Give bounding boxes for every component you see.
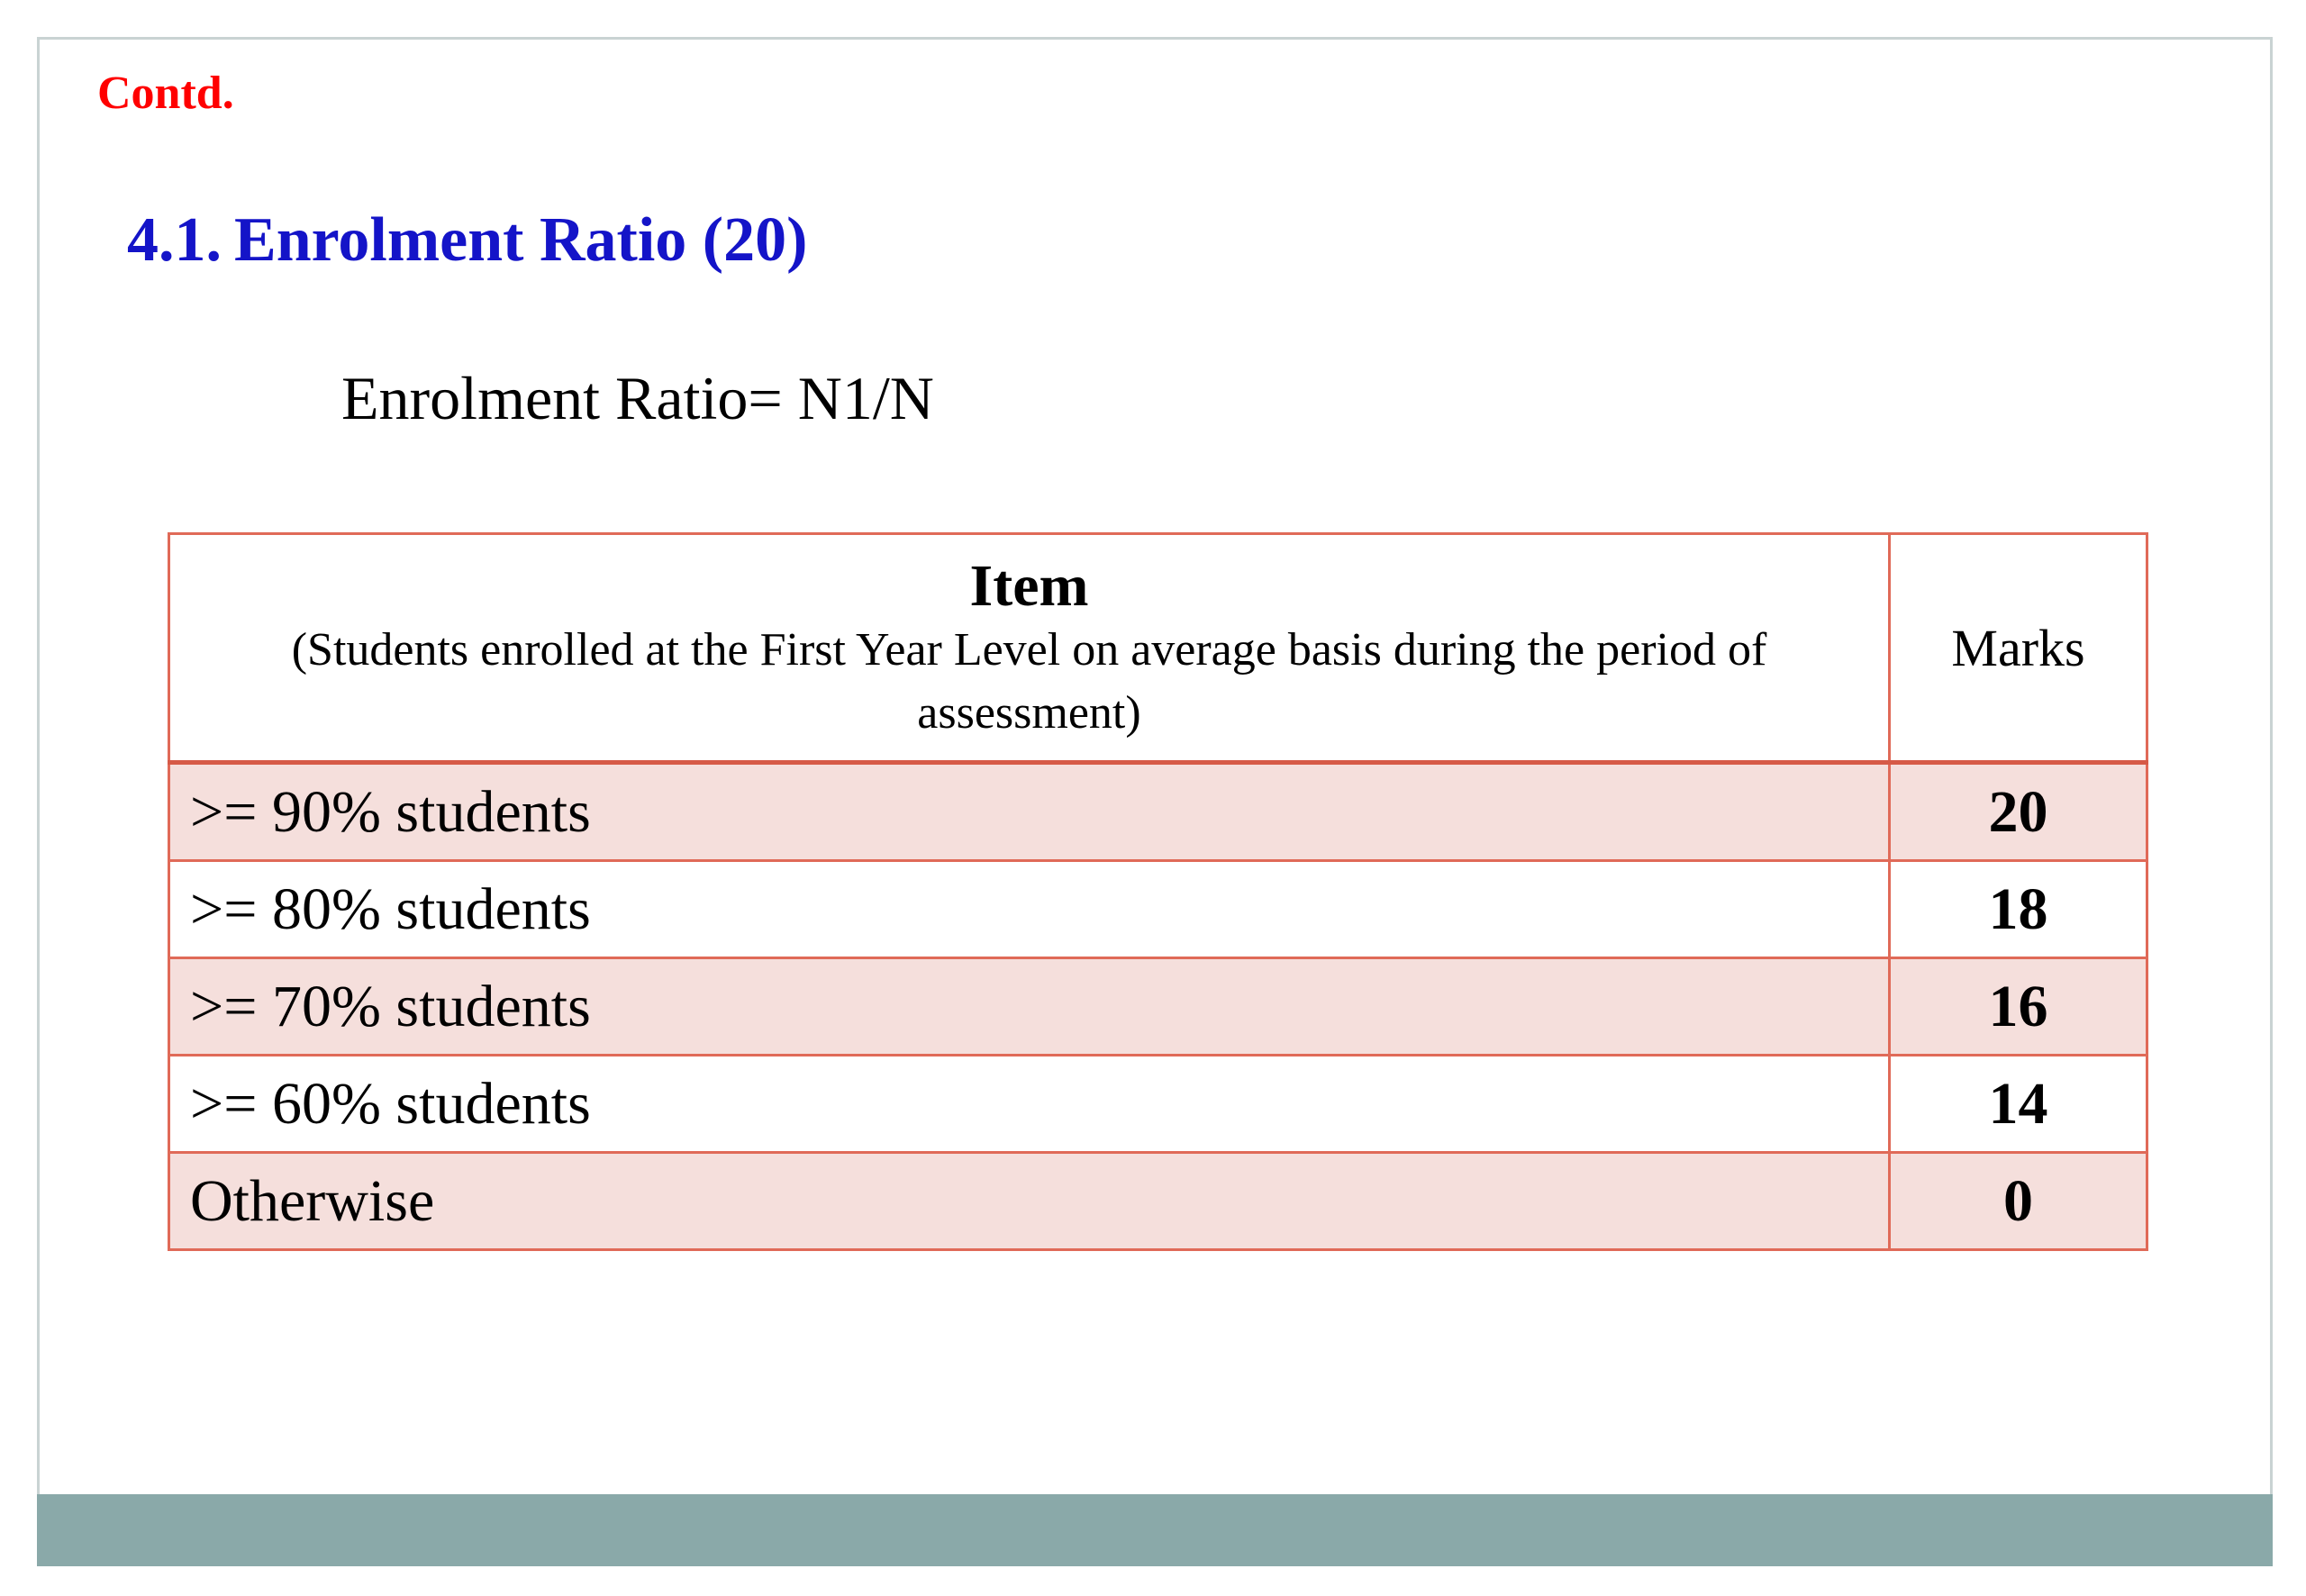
table-row <box>169 763 2147 861</box>
marks-table <box>168 532 2148 1251</box>
table-row <box>169 958 2147 1056</box>
row-item: >= 70% students <box>169 958 1890 1056</box>
row-marks: 14 <box>1890 1056 2147 1153</box>
section-number: 4.1. <box>127 205 222 275</box>
header-item-subtitle: (Students enrolled at the First Year Level on average basis during the period of assessment) <box>291 624 1767 739</box>
section-title <box>127 205 808 275</box>
table-row <box>169 1056 2147 1153</box>
row-item: >= 60% students <box>169 1056 1890 1153</box>
section-title-text: Enrolment Ratio (20) <box>234 205 808 275</box>
table-header-row <box>169 534 2147 763</box>
header-item-title: Item <box>969 552 1089 619</box>
row-item: >= 80% students <box>169 861 1890 958</box>
header-item-cell <box>169 534 1890 763</box>
footer-bar <box>37 1494 2273 1566</box>
table-row <box>169 861 2147 958</box>
row-item: >= 90% students <box>169 763 1890 861</box>
formula: Enrolment Ratio= N1/N <box>341 364 934 432</box>
row-marks: 20 <box>1890 763 2147 861</box>
row-item: Otherwise <box>169 1153 1890 1250</box>
row-marks: 16 <box>1890 958 2147 1056</box>
table-row <box>169 1153 2147 1250</box>
row-marks: 0 <box>1890 1153 2147 1250</box>
header-marks-cell: Marks <box>1890 534 2147 763</box>
contd-label: Contd. <box>97 68 234 119</box>
row-marks: 18 <box>1890 861 2147 958</box>
